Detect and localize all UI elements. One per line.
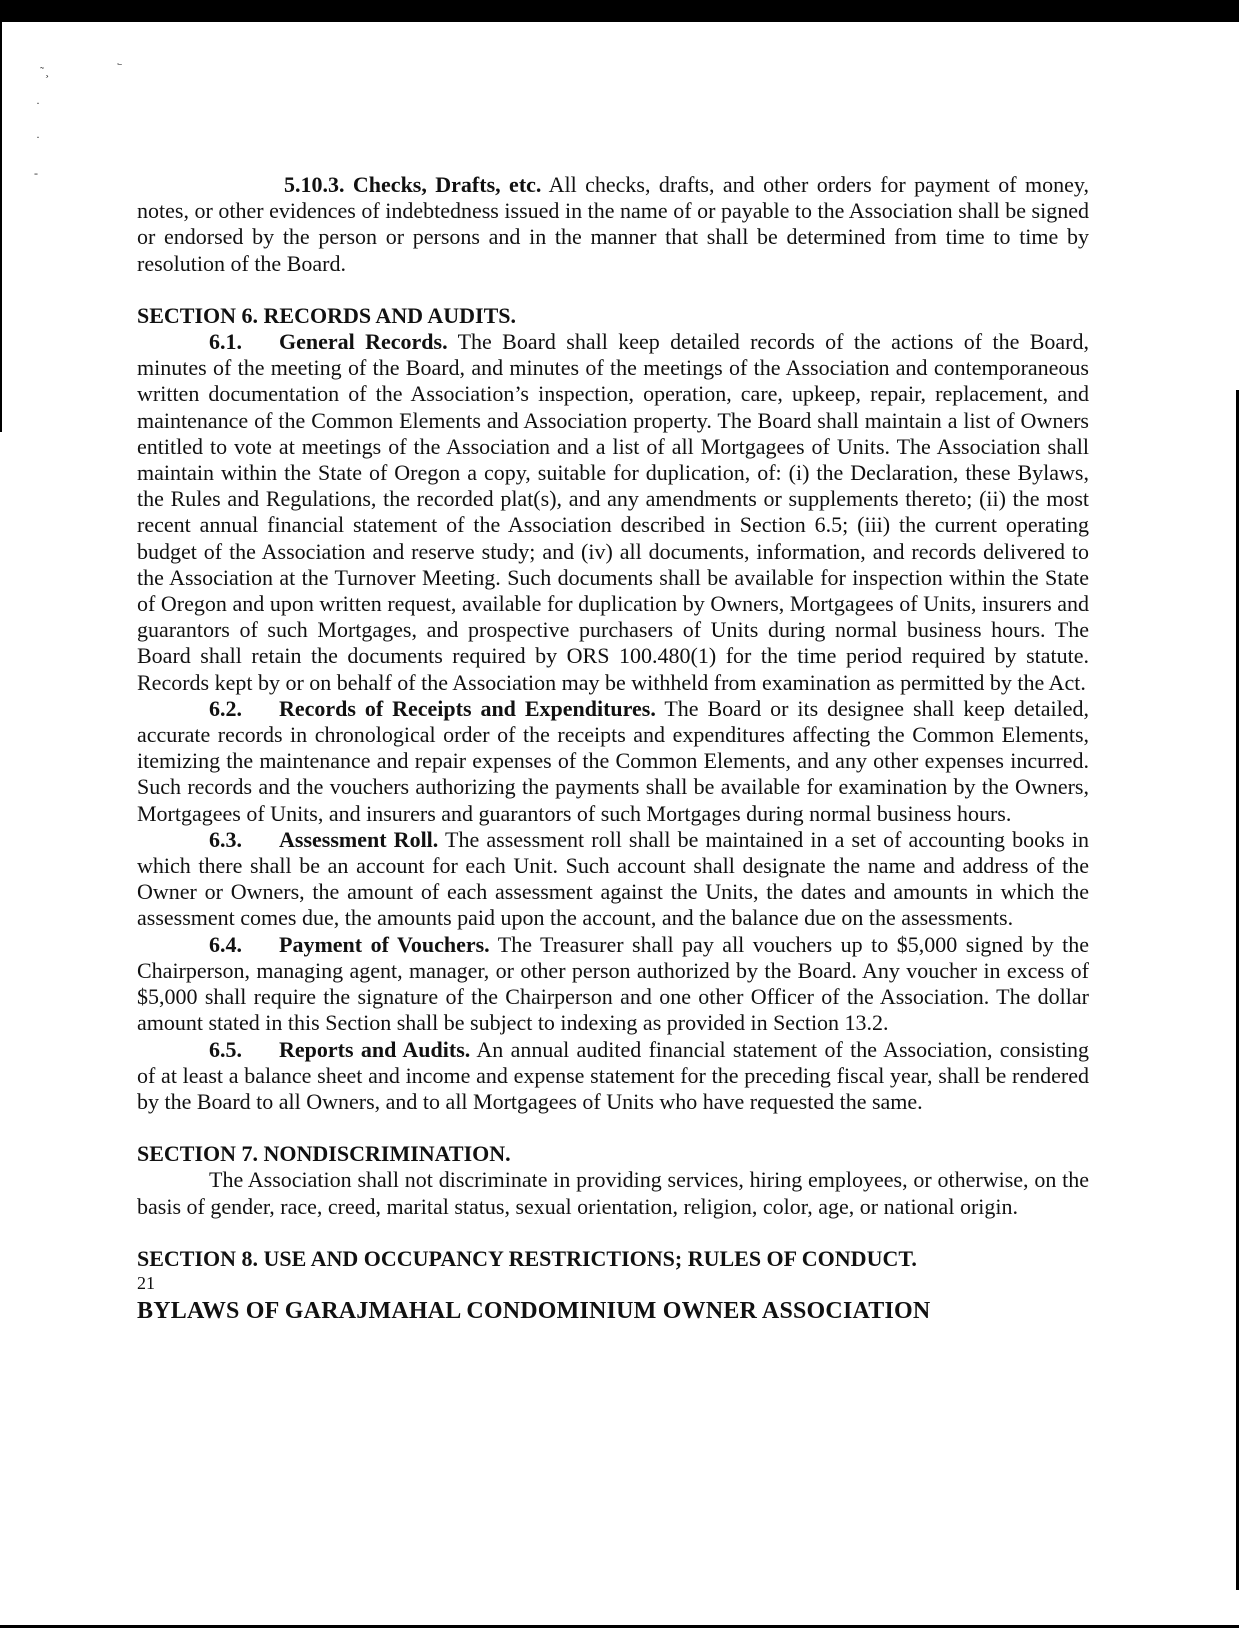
number-6-1: 6.1. [209, 329, 242, 355]
paragraph-6-3 [137, 827, 1089, 932]
paragraph-6-1 [137, 329, 1089, 696]
heading-6-5: Reports and Audits. [279, 1036, 471, 1062]
number-6-4: 6.4. [209, 931, 242, 957]
scan-speck: · [36, 96, 40, 110]
text-6-4: The Treasurer shall pay all vouchers up to $5,000 signed by the Chairperson, managing agent, manager, or other person authorized by the Board. Any voucher in excess of $5,000 shall require the signature of the Chairperson and one other Officer of the Association. The dollar amount stated in this Section shall be subject to indexing as provided in Section 13.2. [137, 931, 1089, 1036]
document-footer-title: BYLAWS OF GARAJMAHAL CONDOMINIUM OWNER ASSOCIATION [137, 1297, 931, 1324]
number-6-3: 6.3. [209, 826, 242, 852]
text-5-10-3: All checks, drafts, and other orders for payment of money, notes, or other evidences of indebtedness issued in the name of or payable to the Association shall be signed or endorsed by the person or persons and in the manner that shall be determined from time to time by resolution of the Board. [137, 172, 1089, 276]
scan-speck: · [36, 130, 40, 144]
heading-6-1: General Records. [279, 329, 448, 355]
scan-speck: ˙̄ [116, 60, 120, 74]
section-7-text: The Association shall not discriminate in providing services, hiring employees, or otherwise, on the basis of gender, race, creed, marital status, sexual orientation, religion, color, age, or national origin. [137, 1167, 1089, 1219]
heading-6-3: Assessment Roll. [279, 826, 439, 852]
paragraph-6-5 [137, 1037, 1089, 1116]
paragraph-6-2 [137, 696, 1089, 827]
scan-left-edge [0, 22, 2, 432]
scan-speck: - [34, 166, 38, 180]
section-8-title: SECTION 8. USE AND OCCUPANCY RESTRICTIONS; RULES OF CONDUCT. [137, 1245, 917, 1271]
section-6-title: SECTION 6. RECORDS AND AUDITS. [137, 302, 516, 328]
text-6-5: An annual audited financial statement of the Association, consisting of at least a balance sheet and income and expense statement for the preceding fiscal year, shall be rendered by the Board to all Owners, and to all Mortgagees of Units who have requested the same. [137, 1036, 1090, 1114]
section-7-title: SECTION 7. NONDISCRIMINATION. [137, 1141, 511, 1167]
scan-top-border [0, 0, 1239, 22]
heading-6-4: Payment of Vouchers. [279, 931, 490, 957]
paragraph-6-4 [137, 932, 1089, 1037]
page-number: 21 [137, 1272, 155, 1293]
scan-speck: ˜ ̧ [40, 64, 47, 78]
heading-5-10-3: 5.10.3. Checks, Drafts, etc. [284, 172, 542, 197]
document-page [137, 172, 1089, 1324]
paragraph-5-10-3 [137, 172, 1089, 277]
number-6-5: 6.5. [209, 1036, 242, 1062]
number-6-2: 6.2. [209, 695, 242, 721]
text-6-1: The Board shall keep detailed records of the actions of the Board, minutes of the meeting of the Board, and minutes of the meetings of the Association and contemporaneous written documentation of the Association’s inspection, operation, care, upkeep, repair, replacement, and maintenance of the Common Elements and Association property. The Board shall maintain a list of Owners entitled to vote at meetings of the Association and a list of all Mortgagees of Units. The Association shall maintain within the State of Oregon a copy, suitable for duplication, of: (i) the Declaration, these Bylaws, the Rules and Regulations, the recorded plat(s), and any amendments or supplements thereto; (ii) the most recent annual financial statement of the Association described in Section 6.5; (iii) the current operating budget of the Association and reserve study; and (iv) all documents, information, and records delivered to the Association at the Turnover Meeting. Such documents shall be available for inspection within the State of Oregon and upon written request, available for duplication by Owners, Mortgagees of Units, insurers and guarantors of such Mortgages, and prospective purchasers of Units during normal business hours. The Board shall retain the documents required by ORS 100.480(1) for the time period required by statute. Records kept by or on behalf of the Association may be withheld from examination as permitted by the Act. [137, 329, 1089, 695]
text-6-3: The assessment roll shall be maintained in a set of accounting books in which there shall be an account for each Unit. Such account shall designate the name and address of the Owner or Owners, the amount of each assessment against the Units, the dates and amounts in which the assessment comes due, the amounts paid upon the account, and the balance due on the assessments. [137, 826, 1089, 931]
heading-6-2: Records of Receipts and Expenditures. [279, 695, 656, 721]
text-6-2: The Board or its designee shall keep detailed, accurate records in chronological order of the receipts and expenditures affecting the Common Elements, itemizing the maintenance and repair expenses of the Common Elements, and any other expenses incurred. Such records and the vouchers authorizing the payments shall be available for examination by the Owners, Mortgagees of Units, and insurers and guarantors of such Mortgages during normal business hours. [137, 695, 1089, 826]
